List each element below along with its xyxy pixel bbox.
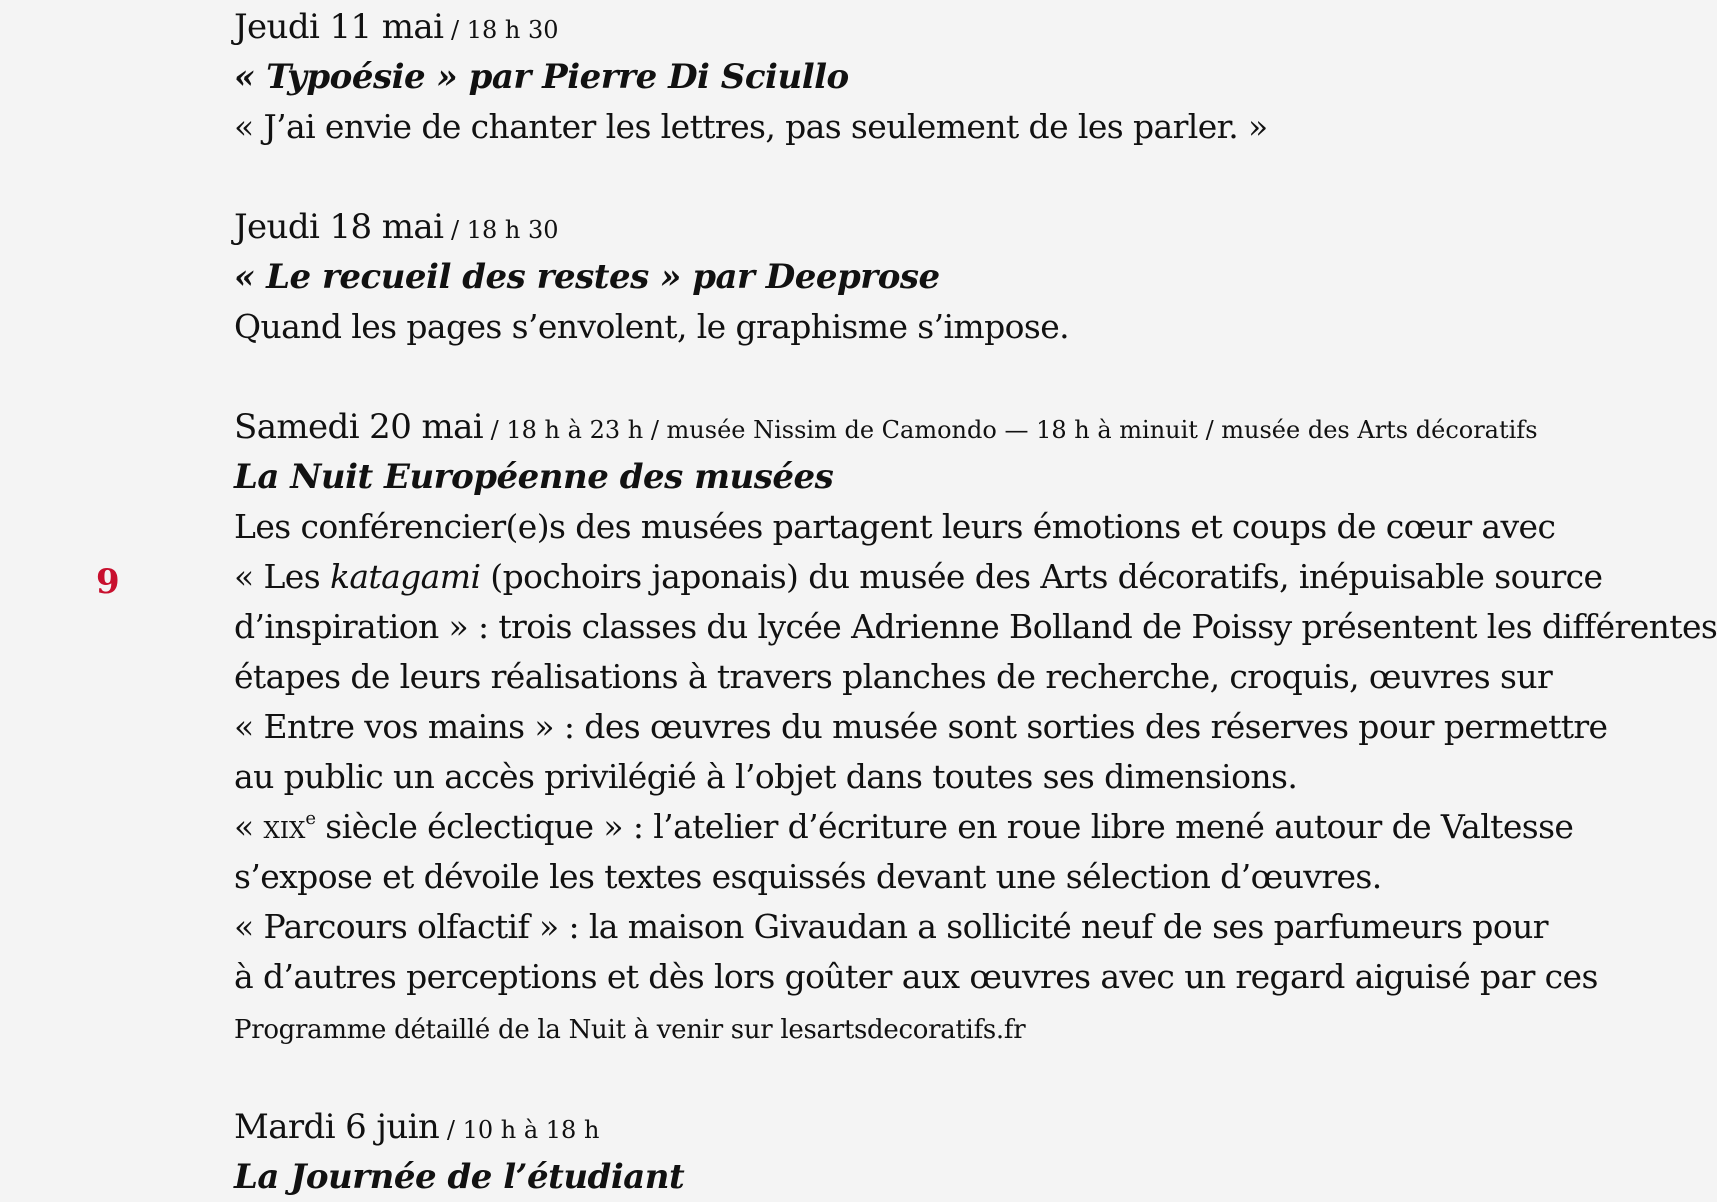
- event-date: Mardi 6 juin: [234, 1107, 440, 1147]
- event-description-line: Les conférencier(e)s des musées partagent leurs émotions et coups de cœur avec: [234, 507, 1556, 546]
- event-description-line: [234, 807, 1573, 847]
- event-description-line: « Parcours olfactif » : la maison Givaudan a sollicité neuf de ses parfumeurs pour: [234, 907, 1548, 946]
- event-description-line: « Entre vos mains » : des œuvres du musée sont sorties des réserves pour permettre: [234, 707, 1608, 746]
- event-heading: [234, 207, 559, 250]
- event-time: / 18 h 30: [443, 16, 559, 44]
- event-date: Jeudi 11 mai: [234, 7, 444, 47]
- text-segment: (pochoirs japonais) du musée des Arts décoratifs, inépuisable source: [480, 557, 1603, 596]
- event-time: / 18 h à 23 h / musée Nissim de Camondo — 18 h à minuit / musée des Arts décoratifs: [483, 416, 1538, 444]
- text-segment: « Les: [234, 557, 330, 596]
- event-title: « Le recueil des restes » par Deeprose: [234, 257, 940, 297]
- event-description-line: au public un accès privilégié à l’objet dans toutes ses dimensions.: [234, 757, 1298, 796]
- event-time: / 10 h à 18 h: [439, 1116, 600, 1144]
- event-heading: [234, 7, 559, 50]
- event-heading: [234, 407, 1538, 450]
- century-numeral: xix: [263, 807, 306, 846]
- event-time: / 18 h 30: [443, 216, 559, 244]
- italic-term: katagami: [329, 557, 481, 596]
- event-description-line: d’inspiration » : trois classes du lycée Adrienne Bolland de Poissy présentent les différentes: [234, 607, 1717, 646]
- event-title: La Journée de l’étudiant: [234, 1157, 685, 1197]
- event-title: « Typoésie » par Pierre Di Sciullo: [234, 57, 849, 97]
- text-segment: siècle éclectique » : l’atelier d’écriture en roue libre mené autour de Valtesse: [315, 807, 1574, 846]
- text-segment: «: [234, 807, 264, 846]
- event-heading: [234, 1107, 599, 1150]
- event-description-line: [234, 557, 1602, 597]
- event-description-line: à d’autres perceptions et dès lors goûter aux œuvres avec un regard aiguisé par ces: [234, 957, 1598, 996]
- event-description-line: s’expose et dévoile les textes esquissés devant une sélection d’œuvres.: [234, 857, 1382, 896]
- superscript: e: [305, 808, 316, 829]
- event-description: Quand les pages s’envolent, le graphisme s’impose.: [234, 307, 1070, 346]
- event-title: La Nuit Européenne des musées: [234, 457, 834, 497]
- event-date: Jeudi 18 mai: [234, 207, 444, 247]
- page-number: 9: [96, 562, 120, 602]
- event-description-line: étapes de leurs réalisations à travers planches de recherche, croquis, œuvres sur: [234, 657, 1553, 696]
- event-description: « J’ai envie de chanter les lettres, pas seulement de les parler. »: [234, 107, 1268, 146]
- event-date: Samedi 20 mai: [234, 407, 484, 447]
- program-note: Programme détaillé de la Nuit à venir sur lesartsdecoratifs.fr: [234, 1015, 1026, 1045]
